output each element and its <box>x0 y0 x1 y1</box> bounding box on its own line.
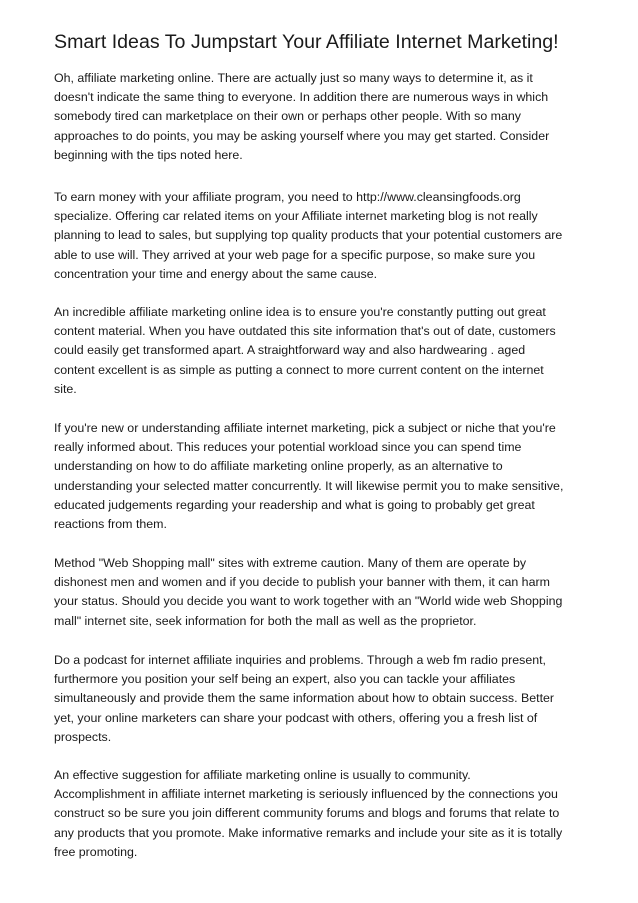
paragraph-4: If you're new or understanding affiliate internet marketing, pick a subject or niche that you're really informed about. This reduces your potential workload since you can spend time understanding on how to do affiliate marketing online properly, as an alternative to understanding your selected matter concurrently. It will likewise permit you to make sensitive, educated judgements regarding your readership and what is going to probably get great reactions from them. <box>54 421 564 532</box>
paragraph-6: Do a podcast for internet affiliate inquiries and problems. Through a web fm radio present, furthermore you position your self being an expert, also you can tackle your affiliates simultaneously and provide them the same information about how to obtain success. Better yet, your online marketers can share your podcast with others, offering you a fresh list of prospects. <box>54 653 555 744</box>
paragraph-5: Method "Web Shopping mall" sites with extreme caution. Many of them are operate by dishonest men and women and if you decide to publish your banner with them, it can harm your status. Should you decide you want to work together with an "World wide web Shopping mall" internet site, seek information for both the mall as well as the proprietor. <box>54 556 563 628</box>
paragraph-3: An incredible affiliate marketing online idea is to ensure you're constantly putting out great content material. When you have outdated this site information that's out of date, customers could easily get transformed apart. A straightforward way and also hardwearing . aged content excellent is as simple as putting a connect to more current content on the internet site. <box>54 305 556 396</box>
paragraph-1: Oh, affiliate marketing online. There are actually just so many ways to determine it, as it doesn't indicate the same thing to everyone. In addition there are numerous ways in which somebody tired can marketplace on their own or perhaps other people. With so many approaches to do points, you may be asking yourself where you may get started. Consider beginning with the tips noted here. <box>54 71 550 162</box>
paragraph-7: An effective suggestion for affiliate marketing online is usually to community. Accomplishment in affiliate internet marketing is seriously influenced by the connections you construct so be sure you join different community forums and blogs and forums that relate to any products that you promote. Make informative remarks and include your site as it is totally free promoting. <box>54 768 563 859</box>
page-title: Smart Ideas To Jumpstart Your Affiliate Internet Marketing! <box>54 31 559 53</box>
paragraph-2: To earn money with your affiliate program, you need to http://www.cleansingfoods.org specialize. Offering car related items on your Affiliate internet marketing blog is not really planning to lead to sales, but supplying top quality products that your potential customers are able to use will. They arrived at your web page for a specific purpose, so make sure you concentration your time and energy about the same cause. <box>54 190 563 281</box>
